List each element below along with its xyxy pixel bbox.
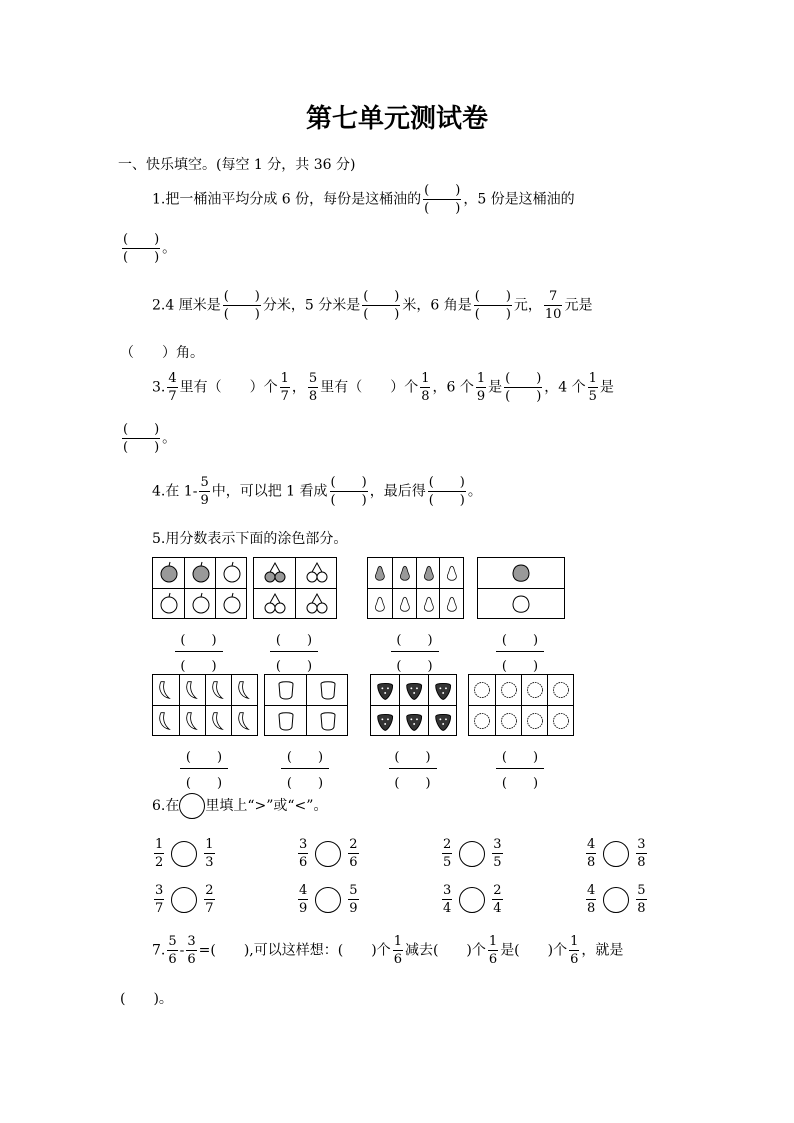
orange-icon xyxy=(547,675,574,705)
q1-text-a: 1.把一桶油平均分成 6 份，每份是这桶油的 xyxy=(152,191,422,208)
answer-blank[interactable]: ( ) ( ) xyxy=(281,746,329,791)
fraction: $\frac{5}{8}$ xyxy=(637,883,646,916)
banana-icon xyxy=(179,675,206,705)
banana-icon xyxy=(153,675,179,705)
cherry-icon xyxy=(295,558,337,588)
strawberry-icon xyxy=(399,675,428,705)
fraction: $\frac{3}{8}$ xyxy=(637,837,646,870)
pepper-icon xyxy=(306,705,348,736)
fraction: $\frac{2}{4}$ xyxy=(493,883,502,916)
comparison-item xyxy=(440,884,505,915)
apple-icon xyxy=(184,558,216,588)
compare-circle[interactable] xyxy=(315,887,341,913)
pear-icon xyxy=(368,558,392,588)
cherry-icon xyxy=(295,588,337,619)
compare-circle[interactable] xyxy=(315,841,341,867)
fraction: $\frac{2}{6}$ xyxy=(349,837,358,870)
pear-icon xyxy=(439,558,464,588)
figure-peppers xyxy=(264,674,348,736)
fraction: $\frac{1}{6}$ xyxy=(570,934,579,967)
comparison-item xyxy=(584,884,649,915)
question-5: 5.用分数表示下面的涂色部分。 xyxy=(152,531,348,547)
figure-oranges xyxy=(468,674,574,736)
answer-blank[interactable]: ( ) ( ) xyxy=(496,746,544,791)
compare-circle[interactable] xyxy=(171,887,197,913)
peach-icon xyxy=(478,588,564,619)
figure-apples xyxy=(152,557,247,619)
strawberry-icon xyxy=(371,705,399,736)
fraction: $\frac{1}{3}$ xyxy=(205,837,214,870)
fraction: $\frac{7}{10}$ xyxy=(544,289,562,322)
answer-blank[interactable]: $\frac{( )}{( )}$ xyxy=(428,475,465,508)
question-3-line2: $\frac{( )}{( )}$ 。 xyxy=(123,422,177,455)
answer-blank[interactable]: $\frac{( )}{( )}$ xyxy=(330,475,367,508)
banana-icon xyxy=(231,705,258,736)
fraction: $\frac{1}{8}$ xyxy=(421,371,430,404)
answer-blank[interactable]: ( ) ( ) xyxy=(496,629,544,674)
orange-icon xyxy=(547,705,574,736)
fraction: $\frac{3}{6}$ xyxy=(299,837,308,870)
figure-cherries xyxy=(253,557,337,619)
pear-icon xyxy=(368,588,392,619)
banana-icon xyxy=(179,705,206,736)
answer-blank[interactable]: ( ) ( ) xyxy=(270,629,318,674)
comparison-item xyxy=(296,838,361,869)
pear-icon xyxy=(416,558,441,588)
apple-icon xyxy=(215,558,247,588)
banana-icon xyxy=(205,675,232,705)
orange-icon xyxy=(469,675,495,705)
fraction: $\frac{4}{7}$ xyxy=(168,371,177,404)
question-3: 3. $\frac{4}{7}$ 里有（ ）个 $\frac{1}{7}$ ， $\frac{5}{8}$ 里有（ ）个 $\frac{1}{8}$ ，6 个 $\frac{1}{9}$ 是 $\frac{( )}{( )}$ ，4 个 $\frac{1}{5}$ 是 xyxy=(152,371,614,404)
fraction: $\frac{1}{5}$ xyxy=(588,371,597,404)
figure-bananas xyxy=(152,674,258,736)
question-4: 4.在 1- $\frac{5}{9}$ 中，可以把 1 看成 $\frac{( )}{( )}$ ，最后得 $\frac{( )}{( )}$ 。 xyxy=(152,475,482,508)
fraction: $\frac{3}{4}$ xyxy=(443,883,452,916)
fraction: $\frac{1}{6}$ xyxy=(488,934,498,967)
orange-icon xyxy=(495,705,522,736)
question-2: 2.4 厘米是 $\frac{( )}{( )}$ 分米，5 分米是 $\frac{( )}{( )}$ 米，6 角是 $\frac{( )}{( )}$ 元， $\frac{7}{10}$ 元是 xyxy=(152,289,593,322)
q1-text-b: ，5 份是这桶油的 xyxy=(463,191,575,208)
answer-blank[interactable]: ( ) ( ) xyxy=(175,629,223,674)
strawberry-icon xyxy=(428,675,457,705)
orange-icon xyxy=(469,705,495,736)
strawberry-icon xyxy=(371,675,399,705)
compare-circle[interactable] xyxy=(603,887,629,913)
question-1 xyxy=(152,184,575,215)
question-7: 7. $\frac{5}{6}$ - $\frac{3}{6}$ =( ),可以这样想：( )个 $\frac{1}{6}$ 减去( )个 $\frac{1}{6}$ 是( )个 $\frac{1}{6}$ ，就是 xyxy=(152,934,624,967)
pear-icon xyxy=(392,558,417,588)
cherry-icon xyxy=(254,558,295,588)
figure-strawberries xyxy=(370,674,457,736)
fraction: $\frac{2}{5}$ xyxy=(443,837,452,870)
fraction: $\frac{1}{6}$ xyxy=(393,934,402,967)
comparison-item xyxy=(584,838,649,869)
answer-blank[interactable]: ( ) ( ) xyxy=(389,746,437,791)
strawberry-icon xyxy=(428,705,457,736)
orange-icon xyxy=(521,705,548,736)
fraction: $\frac{3}{6}$ xyxy=(187,934,196,967)
strawberry-icon xyxy=(399,705,428,736)
answer-blank[interactable]: $\frac{( )}{( )}$ xyxy=(223,289,260,322)
fraction: $\frac{1}{7}$ xyxy=(280,371,289,404)
pepper-icon xyxy=(306,675,348,705)
fraction: $\frac{5}{6}$ xyxy=(168,934,177,967)
fraction: $\frac{4}{8}$ xyxy=(587,883,596,916)
answer-blank[interactable]: $\frac{( )}{( )}$ xyxy=(363,289,400,322)
question-1-line2: $\frac{( )}{( )}$ 。 xyxy=(123,232,177,265)
page-title: 第七单元测试卷 xyxy=(305,104,488,134)
fraction: $\frac{2}{7}$ xyxy=(205,883,214,916)
fraction: $\frac{3}{7}$ xyxy=(155,883,164,916)
answer-blank[interactable]: $\frac{( )}{( )}$ xyxy=(424,183,461,216)
banana-icon xyxy=(205,705,232,736)
figure-pears xyxy=(367,557,464,619)
orange-icon xyxy=(495,675,522,705)
comparison-item xyxy=(440,838,505,869)
fraction: $\frac{4}{8}$ xyxy=(587,837,596,870)
answer-blank[interactable]: $\frac{( )}{( )}$ xyxy=(505,371,542,404)
banana-icon xyxy=(231,675,258,705)
comparison-item xyxy=(152,838,217,869)
fraction: $\frac{1}{9}$ xyxy=(476,371,486,404)
figure-peaches xyxy=(477,557,565,619)
answer-blank[interactable]: $\frac{( )}{( )}$ xyxy=(123,232,160,265)
apple-icon xyxy=(153,558,184,588)
apple-icon xyxy=(153,588,184,619)
fraction: $\frac{4}{9}$ xyxy=(299,883,308,916)
banana-icon xyxy=(153,705,179,736)
circle-icon xyxy=(179,793,205,819)
fraction: $\frac{3}{5}$ xyxy=(493,837,502,870)
section-heading: 一、快乐填空。(每空 1 分，共 36 分) xyxy=(118,157,356,173)
question-7-line2[interactable]: ( )。 xyxy=(120,991,173,1007)
fraction: $\frac{1}{2}$ xyxy=(155,837,164,870)
apple-icon xyxy=(215,588,247,619)
fraction: $\frac{5}{9}$ xyxy=(349,883,358,916)
cherry-icon xyxy=(254,588,295,619)
pear-icon xyxy=(416,588,441,619)
comparison-item xyxy=(152,884,217,915)
fraction: $\frac{5}{9}$ xyxy=(200,475,209,508)
orange-icon xyxy=(521,675,548,705)
question-2-line2[interactable]: （ ）角。 xyxy=(120,345,204,361)
apple-icon xyxy=(184,588,216,619)
answer-blank[interactable]: ( ) ( ) xyxy=(391,629,439,674)
pepper-icon xyxy=(265,675,306,705)
compare-circle[interactable] xyxy=(459,887,485,913)
compare-circle[interactable] xyxy=(171,841,197,867)
answer-blank[interactable]: ( ) ( ) xyxy=(180,746,228,791)
compare-circle[interactable] xyxy=(459,841,485,867)
answer-blank[interactable]: $\frac{( )}{( )}$ xyxy=(474,289,511,322)
answer-blank[interactable]: $\frac{( )}{( )}$ xyxy=(123,422,160,455)
pepper-icon xyxy=(265,705,306,736)
pear-icon xyxy=(392,588,417,619)
compare-circle[interactable] xyxy=(603,841,629,867)
comparison-item xyxy=(296,884,361,915)
fraction: $\frac{5}{8}$ xyxy=(308,371,318,404)
peach-icon xyxy=(478,558,564,588)
pear-icon xyxy=(439,588,464,619)
question-6: 6.在 里填上“>”或“<”。 xyxy=(152,793,327,819)
